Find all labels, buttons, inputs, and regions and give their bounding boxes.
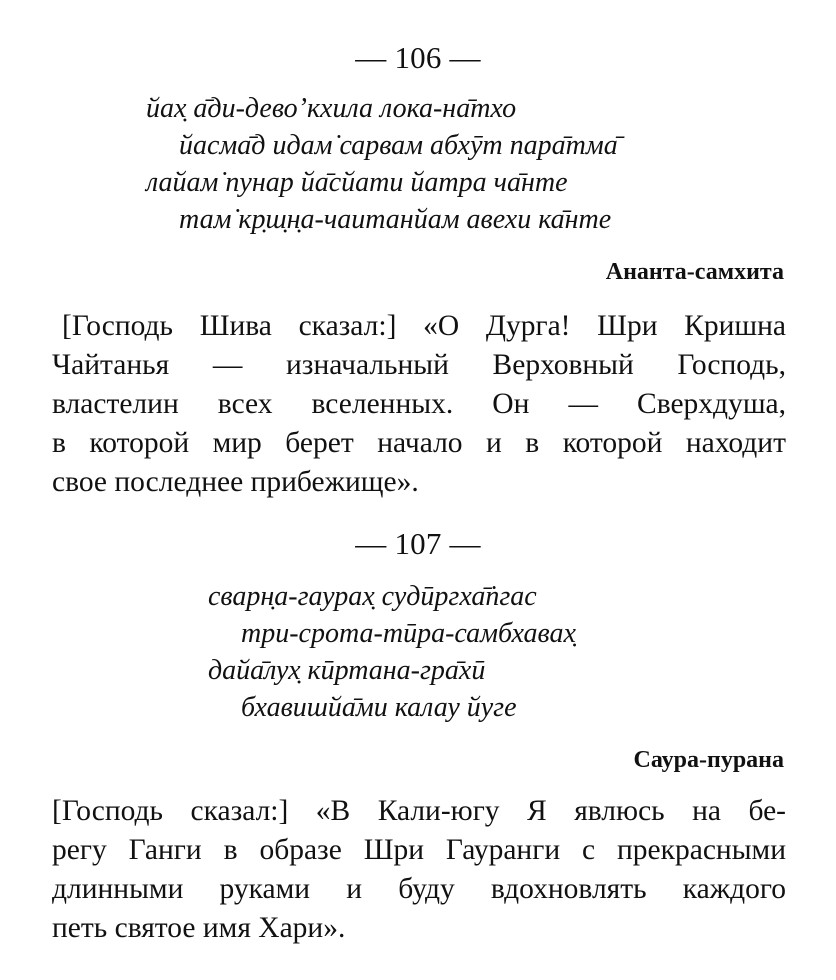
translation-line: длинными руками и буду вдохновлять каждого: [52, 873, 786, 905]
translation-paragraph: [52, 307, 786, 502]
verse-number: — 106 —: [355, 40, 481, 75]
verse-line: йах̣ а̄ди-дево’кхила лока-на̄тхо: [146, 93, 517, 124]
translation-line: властелин всех вселенных. Он — Сверхдуша,: [52, 388, 786, 420]
sanskrit-verse: [208, 578, 576, 726]
translation-line: в которой мир берет начало и в которой находит: [52, 427, 786, 459]
translation-line: Чайтанья — изначальный Верховный Господь,: [52, 349, 786, 381]
verse-line: йасма̄д идам̇ сарвам абхӯт пара̄тма̄: [179, 130, 618, 161]
verse-source: Ананта-самхита: [605, 259, 784, 285]
translation-line: петь святое имя Хари».: [52, 912, 346, 944]
translation-line: регу Ганги в образе Шри Гауранги с прекрасными: [52, 834, 786, 866]
verse-line: дайа̄лух̣ кӣртана-гра̄хӣ: [208, 655, 486, 686]
translation-line: свое последнее прибежище».: [52, 466, 419, 498]
verse-line: три-срота-тӣра-самбхавах̣: [241, 618, 576, 649]
translation-line: [Господь сказал:] «В Кали-югу Я явлюсь на бе-: [52, 795, 786, 827]
verse-line: сварн̣а-гаурах̣ судӣргха̄ṅгас: [208, 581, 537, 612]
verse-source: Саура-пурана: [633, 747, 784, 773]
translation-line: [Господь Шива сказал:] «О Дурга! Шри Кришна: [62, 310, 786, 342]
translation-paragraph: [52, 792, 786, 948]
verse-line: лайам̇ пунар йа̄сйати йатра ча̄нте: [146, 167, 568, 198]
sanskrit-verse: [146, 90, 618, 238]
verse-line: бхавишйа̄ми калау йуге: [241, 692, 517, 723]
verse-line: там̇ кр̣ш̣н̣а-чаитанйам авехи ка̄нте: [179, 204, 612, 235]
verse-number: — 107 —: [355, 526, 481, 561]
